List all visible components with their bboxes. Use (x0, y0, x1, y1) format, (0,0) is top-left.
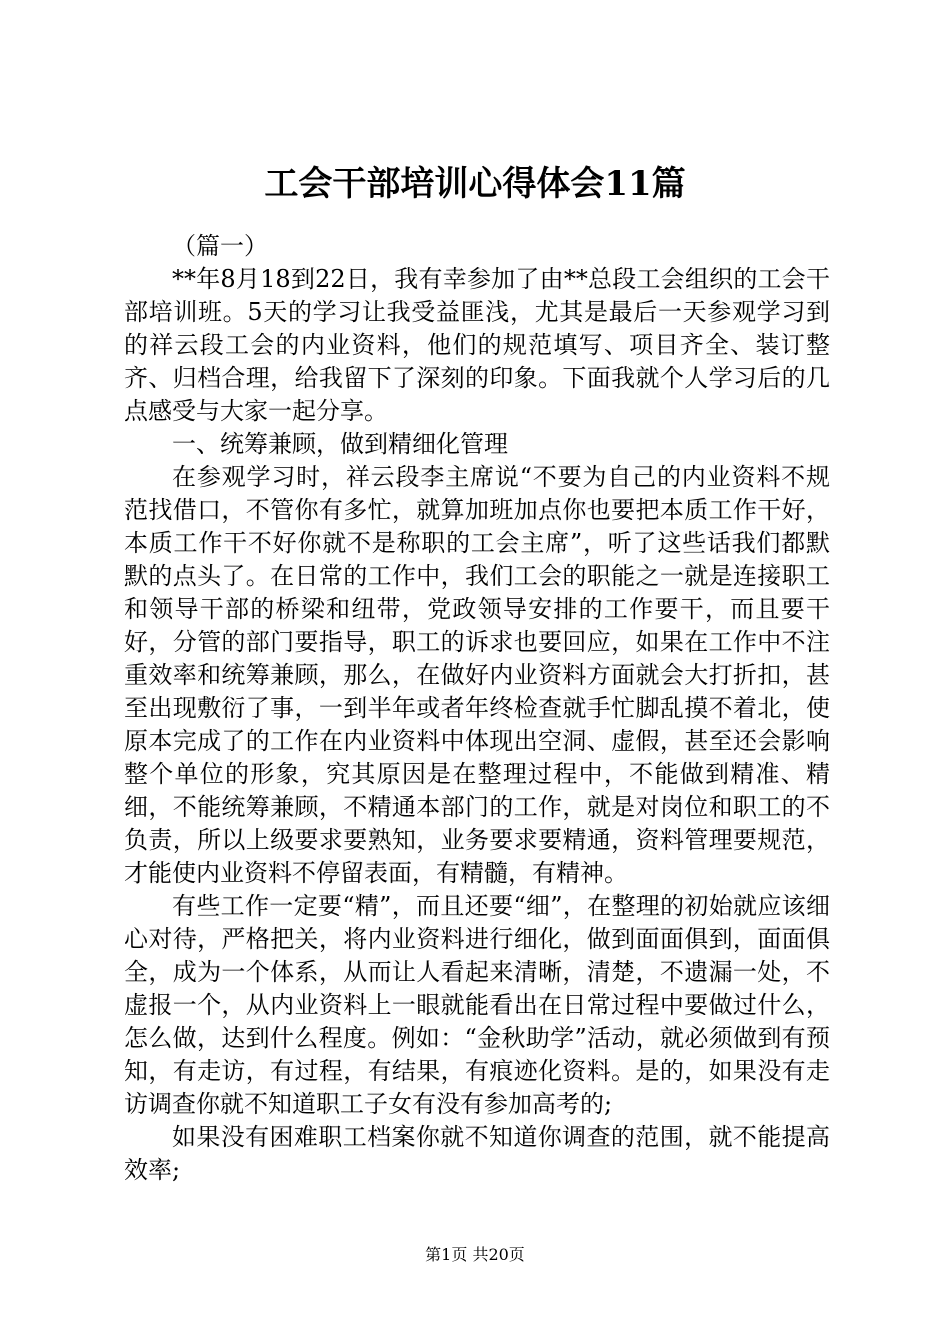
paragraph: 在参观学习时，祥云段李主席说“不要为自己的内业资料不规范找借口，不管你有多忙，就算加班加点你也要把本质工作干好，本质工作干不好你就不是称职的工会主席”，听了这些话我们都默默的点头了。在日常的工作中，我们工会的职能之一就是连接职工和领导干部的桥梁和纽带，党政领导安排的工作要干，而且要干好，分管的部门要指导，职工的诉求也要回应，如果在工作中不注重效率和统筹兼顾，那么，在做好内业资料方面就会大打折扣，甚至出现敷衍了事，一到半年或者年终检查就手忙脚乱摸不着北，使原本完成了的工作在内业资料中体现出空洞、虚假，甚至还会影响整个单位的形象，究其原因是在整理过程中，不能做到精准、精细，不能统筹兼顾，不精通本部门的工作，就是对岗位和职工的不负责，所以上级要求要熟知，业务要求要精通，资料管理要规范，才能使内业资料不停留表面，有精髓，有精神。 (124, 463, 830, 887)
paragraph: 有些工作一定要“精”，而且还要“细”，在整理的初始就应该细心对待，严格把关，将内业资料进行细化，做到面面俱到，面面俱全，成为一个体系，从而让人看起来清晰，清楚，不遗漏一处，不虚报一个，从内业资料上一眼就能看出在日常过程中要做过什么，怎么做，达到什么程度。例如：“金秋助学”活动，就必须做到有预知，有走访，有过程，有结果，有痕迹化资料。是的，如果没有走访调查你就不知道职工子女有没有参加高考的; (124, 892, 830, 1118)
document-title: 工会干部培训心得体会11篇 (264, 164, 686, 204)
section-label: （篇一） (172, 232, 268, 260)
page-footer: 第1页 共20页 (425, 1245, 525, 1264)
document-body (124, 230, 830, 1187)
paragraph: 如果没有困难职工档案你就不知道你调查的范围，就不能提高效率; (124, 1123, 830, 1184)
paragraph: **年8月18到22日，我有幸参加了由**总段工会组织的工会干部培训班。5天的学习让我受益匪浅，尤其是最后一天参观学习到的祥云段工会的内业资料，他们的规范填写、项目齐全、装订整齐、归档合理，给我留下了深刻的印象。下面我就个人学习后的几点感受与大家一起分享。 (124, 265, 830, 425)
section-heading: 一、统筹兼顾，做到精细化管理 (172, 430, 508, 458)
